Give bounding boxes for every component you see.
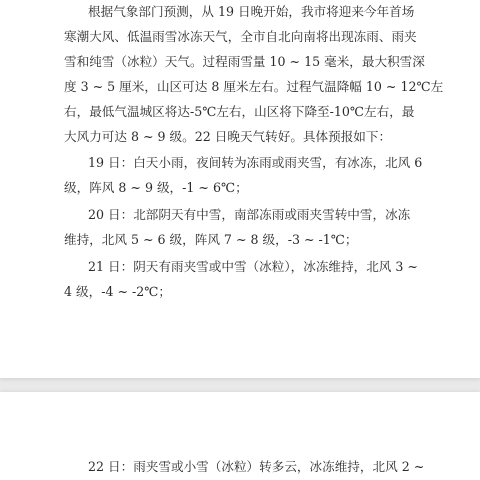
text-line: 级，阵风 8 ~ 9 级，-1 ~ 6℃； [64, 180, 248, 195]
text-line: 4 级，-4 ~ -2℃； [64, 284, 171, 299]
text-line: 大风力可达 8 ~ 9 级。22 日晚天气转好。具体预报如下： [64, 129, 392, 144]
text-line: 雪和纯雪（冰粒）天气。过程雨雪量 10 ~ 15 毫米，最大积雪深 [64, 54, 425, 69]
text-line: 右，最低气温城区将达-5℃左右，山区将下降至-10℃左右，最 [64, 104, 415, 119]
text-line: 维持，北风 5 ~ 6 级，阵风 7 ~ 8 级，-3 ~ -1℃； [64, 232, 358, 247]
text-line: 19 日：白天小雨，夜间转为冻雨或雨夹雪，有冰冻，北风 6 [88, 155, 423, 170]
text-line: 度 3 ~ 5 厘米，山区可达 8 厘米左右。过程气温降幅 10 ~ 12℃左 [64, 79, 444, 94]
text-line: 寒潮大风、低温雨雪冰冻天气，全市自北向南将出现冻雨、雨夹 [64, 29, 417, 44]
document-page-2 [0, 392, 480, 480]
text-line: 20 日：北部阴天有中雪，南部冻雨或雨夹雪转中雪，冰冻 [88, 207, 411, 222]
text-line: 根据气象部门预测，从 19 日晚开始，我市将迎来今年首场 [88, 4, 415, 19]
text-line: 22 日：雨夹雪或小雪（冰粒）转多云，冰冻维持，北风 2 ~ [88, 459, 425, 474]
text-line: 21 日：阴天有雨夹雪或中雪（冰粒），冰冻维持，北风 3 ~ [88, 259, 418, 274]
